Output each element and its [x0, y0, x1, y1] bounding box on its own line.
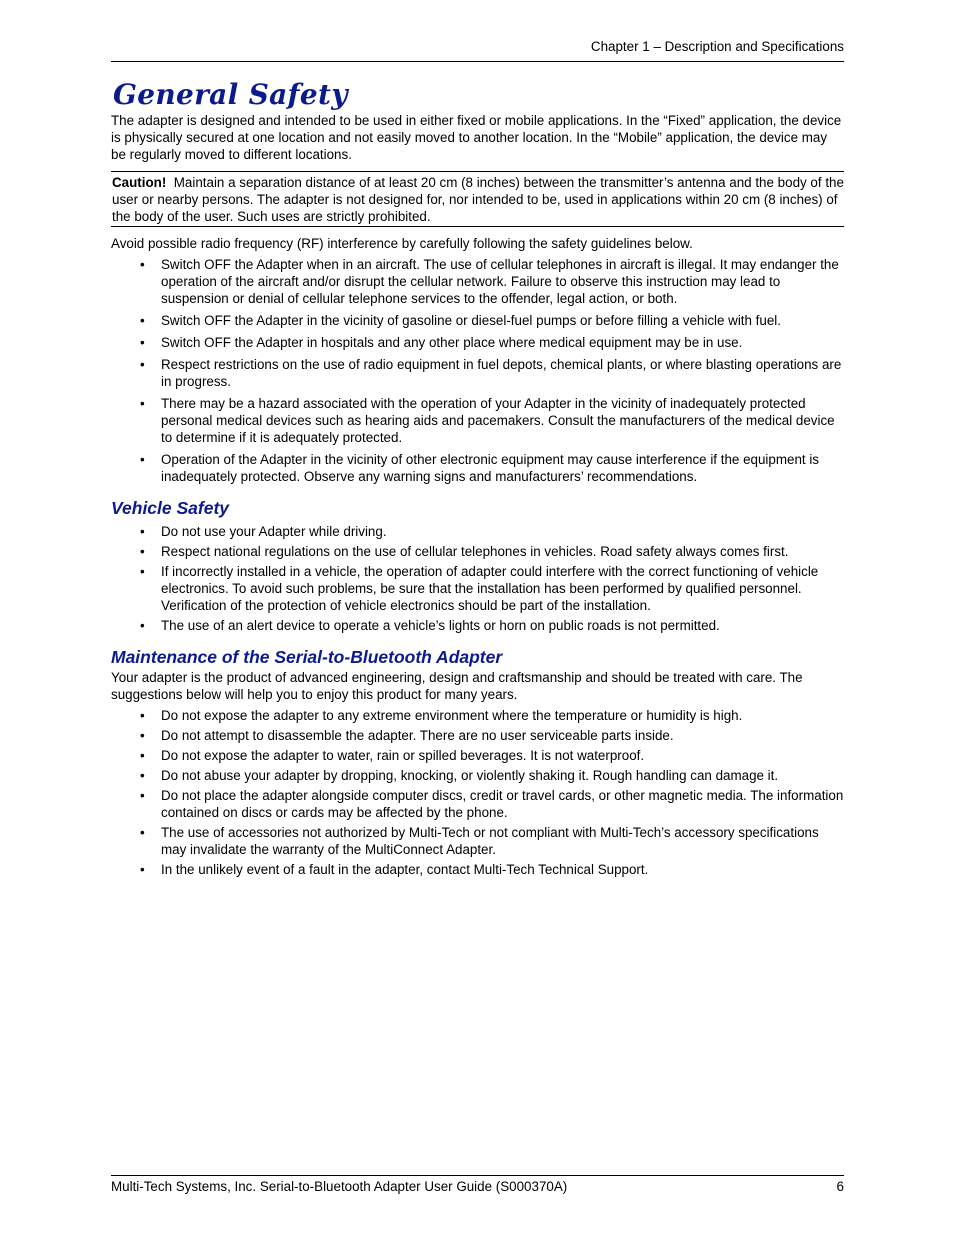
list-item: • Respect restrictions on the use of radio equipment in fuel depots, chemical plants, or where blasting operations are in progress. — [140, 357, 842, 389]
page-title: General Safety — [113, 78, 348, 111]
caution-box — [111, 171, 844, 227]
bullet-icon: • — [140, 564, 145, 579]
bullet-icon: • — [140, 748, 145, 763]
bullet-icon: • — [140, 524, 145, 539]
footer-rule — [111, 1175, 844, 1176]
page-number: 6 — [836, 1179, 844, 1194]
bullet-icon: • — [140, 825, 145, 840]
maintenance-heading: Maintenance of the Serial-to-Bluetooth Adapter — [111, 647, 503, 667]
intro-paragraph: The adapter is designed and intended to be used in either fixed or mobile applications. In the “Fixed” application, the device is physically secured at one location and not easily moved to another location. In the “Mobile” application, the device may be regularly moved to different locations. — [111, 113, 842, 162]
list-item: • The use of an alert device to operate a vehicle’s lights or horn on public roads is not permitted. — [140, 618, 720, 633]
bullet-icon: • — [140, 335, 145, 350]
bullet-icon: • — [140, 452, 145, 467]
rf-safety-list — [111, 256, 844, 485]
list-item: • Switch OFF the Adapter in the vicinity of gasoline or diesel-fuel pumps or before filling a vehicle with fuel. — [140, 313, 781, 328]
list-item: • Do not use your Adapter while driving. — [140, 524, 387, 539]
caution-label: Caution! — [112, 175, 167, 190]
bullet-icon: • — [140, 544, 145, 559]
bullet-icon: • — [140, 396, 145, 411]
running-header: Chapter 1 – Description and Specifications — [590, 39, 844, 54]
bullet-icon: • — [140, 768, 145, 783]
bullet-icon: • — [140, 862, 145, 877]
list-item: • Do not attempt to disassemble the adapter. There are no user serviceable parts inside. — [140, 728, 674, 743]
header-rule — [111, 61, 844, 62]
list-item: • There may be a hazard associated with the operation of your Adapter in the vicinity of inadequately protected personal medical devices such as hearing aids and pacemakers. Consult the manufacturers of the medical device to determine if it is adequately protected. — [140, 396, 835, 445]
list-item: • If incorrectly installed in a vehicle, the operation of adapter could interfere with the correct functioning of vehicle electronics. To avoid such problems, be sure that the installation has been performed by qualified personnel. Verification of the protection of vehicle electronics should be part of the installation. — [140, 564, 819, 613]
list-item: • Switch OFF the Adapter when in an aircraft. The use of cellular telephones in aircraft is illegal. It may endanger the operation of the aircraft and/or disrupt the cellular network. Failure to observe this instruction may lead to suspension or denial of cellular telephone services to the offender, legal action, or both. — [140, 257, 839, 306]
maintenance-list — [111, 707, 844, 878]
list-item: • Do not expose the adapter to any extreme environment where the temperature or humidity is high. — [140, 708, 743, 723]
list-item: • Respect national regulations on the use of cellular telephones in vehicles. Road safety always comes first. — [140, 544, 789, 559]
rf-intro-paragraph: Avoid possible radio frequency (RF) interference by carefully following the safety guidelines below. — [111, 236, 693, 251]
vehicle-safety-list — [111, 523, 844, 634]
page-body — [111, 112, 844, 881]
list-item: • Switch OFF the Adapter in hospitals and any other place where medical equipment may be in use. — [140, 335, 743, 350]
bullet-icon: • — [140, 788, 145, 803]
vehicle-safety-heading: Vehicle Safety — [111, 498, 230, 518]
bullet-icon: • — [140, 728, 145, 743]
list-item: • The use of accessories not authorized by Multi-Tech or not compliant with Multi-Tech’s accessory specifications may invalidate the warranty of the MultiConnect Adapter. — [140, 825, 819, 857]
list-item: • Operation of the Adapter in the vicinity of other electronic equipment may cause interference if the equipment is inadequately protected. Observe any warning signs and manufacturers’ recommendations. — [140, 452, 819, 484]
bullet-icon: • — [140, 313, 145, 328]
bullet-icon: • — [140, 357, 145, 372]
list-item: • Do not place the adapter alongside computer discs, credit or travel cards, or other magnetic media. The information contained on discs or cards may be affected by the phone. — [140, 788, 844, 820]
bullet-icon: • — [140, 708, 145, 723]
list-item: • Do not abuse your adapter by dropping, knocking, or violently shaking it. Rough handling can damage it. — [140, 768, 779, 783]
footer-title: Multi-Tech Systems, Inc. Serial-to-Bluetooth Adapter User Guide (S000370A) — [111, 1179, 568, 1194]
bullet-icon: • — [140, 618, 145, 633]
list-item: • In the unlikely event of a fault in the adapter, contact Multi-Tech Technical Support. — [140, 862, 649, 877]
maintenance-intro-paragraph: Your adapter is the product of advanced engineering, design and craftsmanship and should be treated with care. The suggestions below will help you to enjoy this product for many years. — [111, 670, 803, 702]
list-item: • Do not expose the adapter to water, rain or spilled beverages. It is not waterproof. — [140, 748, 645, 763]
page-footer — [111, 1178, 844, 1195]
caution-text: Maintain a separation distance of at least 20 cm (8 inches) between the transmitter’s antenna and the body of the user or nearby persons. The adapter is not designed for, nor intended to be, used in applications within 20 cm (8 inches) of the body of the user. Such uses are strictly prohibited. — [112, 175, 844, 224]
bullet-icon: • — [140, 257, 145, 272]
